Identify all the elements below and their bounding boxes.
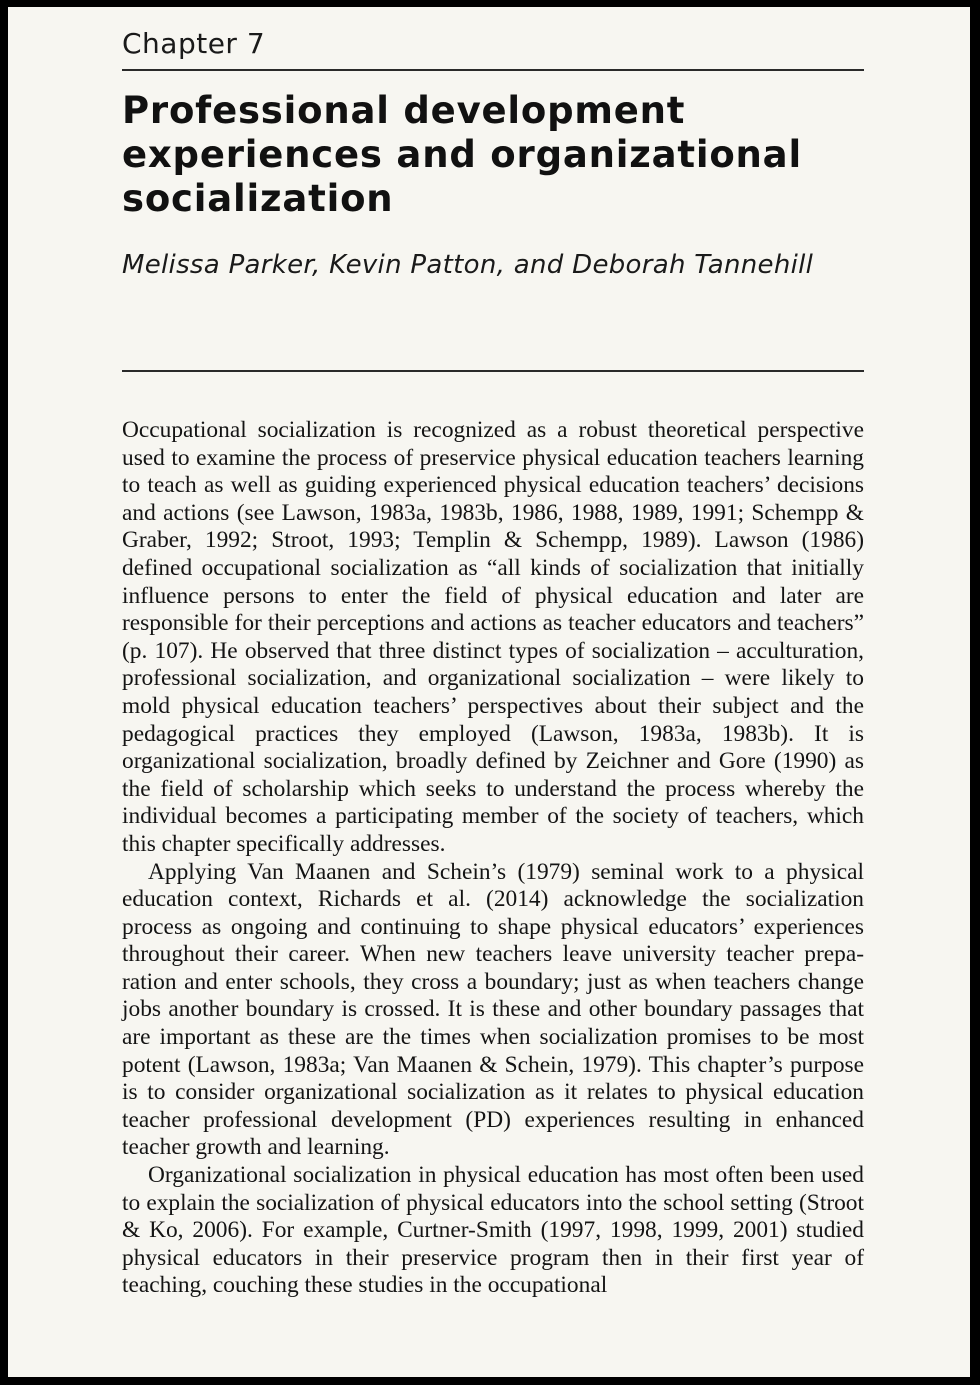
top-rule (122, 69, 864, 71)
body-text (122, 417, 864, 1300)
bottom-rule (122, 370, 864, 372)
chapter-label: Chapter 7 (122, 27, 266, 60)
chapter-authors: Melissa Parker, Kevin Patton, and Deborah Tannehill (122, 250, 814, 280)
paragraph: Occupational socialization is recognized as a robust theoretical perspective used to examine the process of preservice physical education teachers learning to teach as well as guiding experienced physical education teachers’ decisions and actions (see Lawson, 1983a, 1983b, 1986, 1988, 1989, 1991; Schempp & Graber, 1992; Stroot, 1993; Templin & Schempp, 1989). Lawson (1986) defined occupational socialization as “all kinds of socialization that initially influence persons to enter the field of physical education and later are responsible for their perceptions and actions as teacher educators and teachers” (p. 107). He observed that three distinct types of socialization – acculturation, professional socialization, and organizational socialization – were likely to mold physical education teachers’ perspectives about their subject and the pedagogical practices they employed (Lawson, 1983a, 1983b). It is organizational socialization, broadly defined by Zeichner and Gore (1990) as the field of scholarship which seeks to understand the process whereby the individual becomes a participating member of the society of teachers, which this chapter specifically addresses. (122, 417, 864, 857)
book-page (8, 7, 970, 1377)
paragraph: Applying Van Maanen and Schein’s (1979) seminal work to a physical education context, Richards et al. (2014) acknowledge the socialization process as ongoing and continuing to shape physical educators’ experiences throughout their career. When new teachers leave university teacher preparation and enter schools, they cross a boundary; just as when teachers change jobs another boundary is crossed. It is these and other boundary passages that are important as these are the times when socialization promises to be most potent (Lawson, 1983a; Van Maanen & Schein, 1979). This chapter’s purpose is to consider organizational socialization as it relates to physical education teacher professional development (PD) experiences resulting in enhanced teacher growth and learning. (122, 858, 864, 1161)
paragraph: Organizational socialization in physical education has most often been used to explain the socialization of physical educators into the school setting (Stroot & Ko, 2006). For example, Curtner-Smith (1997, 1998, 1999, 2001) studied physical educators in their preservice program then in their first year of teaching, couching these studies in the occupational (122, 1162, 864, 1299)
chapter-title: Professional development experiences and organizational socialization (122, 89, 802, 220)
